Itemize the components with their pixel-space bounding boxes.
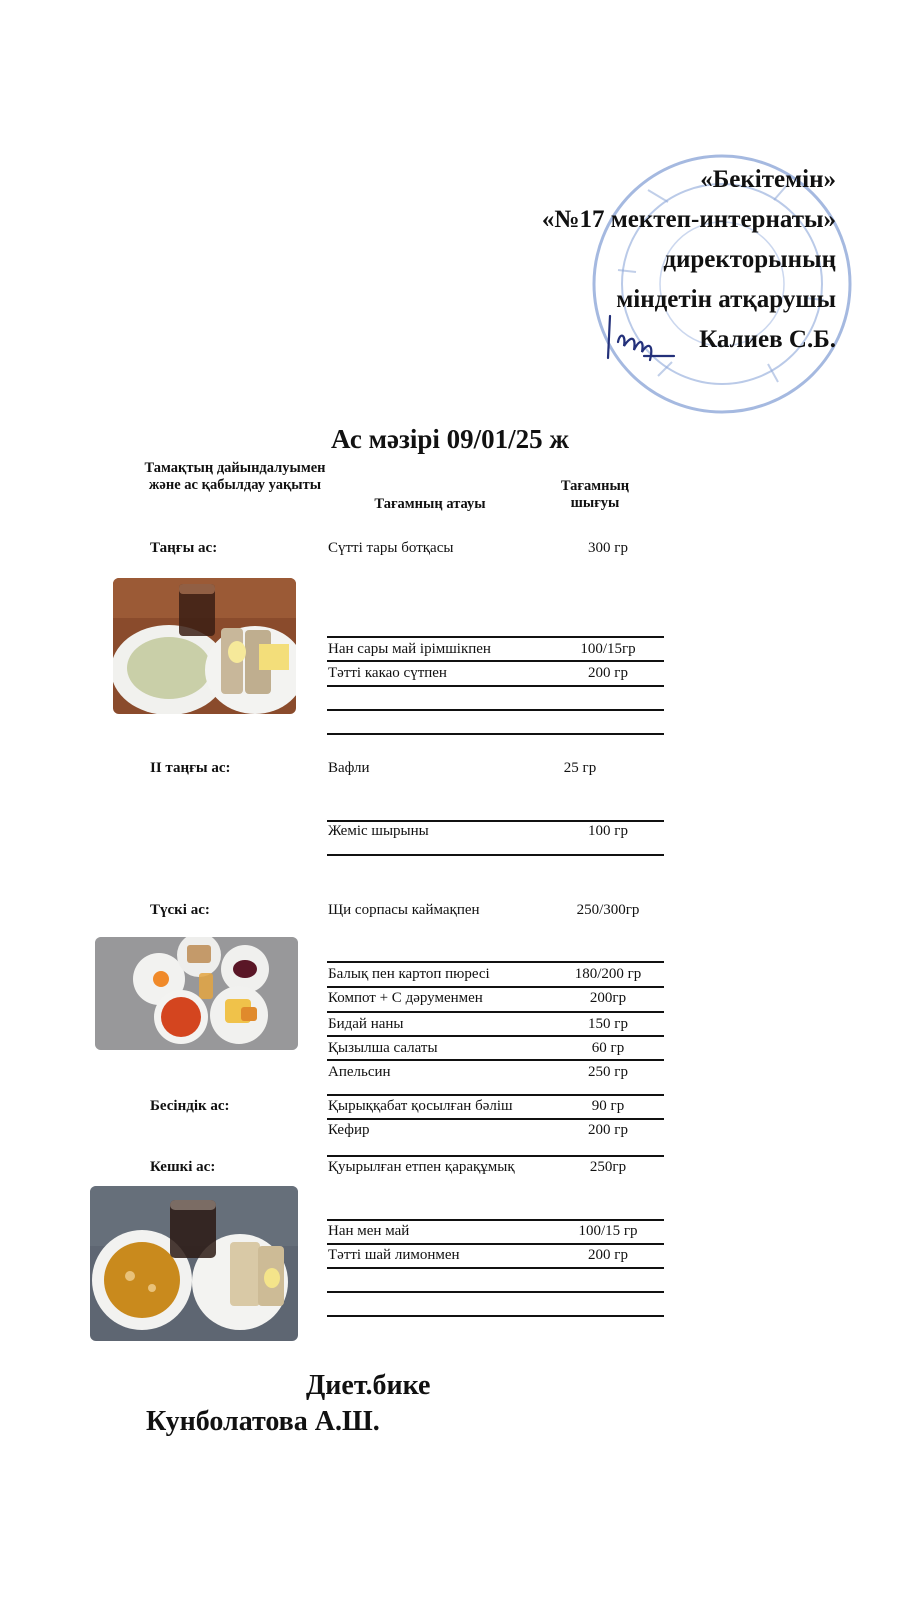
row-divider [327, 733, 664, 735]
breakfast-item-1-name: Сүтті тары ботқасы [328, 540, 454, 556]
lunch-item-2-name: Балық пен картоп пюресі [328, 966, 490, 982]
second-breakfast-item-1-amount: 25 гр [563, 760, 597, 776]
row-divider [327, 660, 664, 662]
lunch-item-6-name: Апельсин [328, 1064, 391, 1080]
dinner-item-1-amount: 250гр [589, 1159, 627, 1175]
lunch-item-5-amount: 60 гр [591, 1040, 625, 1056]
dinner-item-2-name: Нан мен май [328, 1223, 410, 1239]
row-divider [327, 1094, 664, 1096]
row-divider [327, 685, 664, 687]
row-divider [327, 1011, 664, 1013]
lunch-item-6-amount: 250 гр [588, 1064, 628, 1080]
breakfast-item-1-amount: 300 гр [588, 540, 628, 556]
lunch-item-1-name: Щи сорпасы каймақпен [328, 902, 480, 918]
breakfast-item-2-name: Нан сары май ірімшікпен [328, 641, 491, 657]
meal-label-second-breakfast: ІІ таңғы ас: [150, 760, 231, 776]
lunch-photo [95, 937, 298, 1050]
meal-label-breakfast: Таңғы ас: [150, 540, 218, 556]
lunch-item-2-amount: 180/200 гр [574, 966, 642, 982]
meal-label-dinner: Кешкі ас: [150, 1159, 216, 1175]
dinner-item-1-name: Қуырылған етпен қарақұмық [328, 1159, 515, 1175]
row-divider [327, 1315, 664, 1317]
approval-line-3: директорының [663, 246, 836, 273]
row-divider [327, 636, 664, 638]
snack-item-2-name: Кефир [328, 1122, 370, 1138]
second-breakfast-item-1-name: Вафли [328, 760, 370, 776]
row-divider [327, 1291, 664, 1293]
dinner-item-3-amount: 200 гр [588, 1247, 628, 1263]
approval-block [542, 160, 836, 360]
dinner-photo [90, 1186, 298, 1341]
approval-line-4: міндетін атқарушы [616, 286, 836, 313]
lunch-item-4-amount: 150 гр [588, 1016, 628, 1032]
breakfast-photo [113, 578, 296, 714]
meal-label-snack: Бесіндік ас: [150, 1098, 230, 1114]
lunch-item-3-amount: 200гр [589, 990, 627, 1006]
meal-label-lunch: Түскі ас: [150, 902, 210, 918]
column-header-output: Тағамның шығуы [560, 478, 630, 511]
column-header-time: Тамақтың дайындалуымен және ас қабылдау уақыты [144, 460, 326, 493]
second-breakfast-item-2-name: Жеміс шырыны [328, 823, 429, 839]
breakfast-item-3-name: Тәтті какао сүтпен [328, 665, 447, 681]
snack-item-1-name: Қырыққабат қосылған бәліш [328, 1098, 513, 1114]
approval-line-2: «№17 мектеп-интернаты» [541, 206, 836, 233]
dietitian-name: Кунболатова А.Ш. [146, 1406, 380, 1437]
dietitian-role: Диет.бике [306, 1370, 431, 1401]
row-divider [327, 1118, 664, 1120]
row-divider [327, 1243, 664, 1245]
breakfast-item-2-amount: 100/15гр [580, 641, 636, 657]
column-header-name: Тағамның атауы [374, 496, 486, 512]
row-divider [327, 961, 664, 963]
dinner-item-2-amount: 100/15 гр [578, 1223, 638, 1239]
row-divider [327, 1155, 664, 1157]
approval-line-1: «Бекітемін» [700, 166, 836, 193]
breakfast-item-3-amount: 200 гр [588, 665, 628, 681]
menu-title: Ас мәзірі 09/01/25 ж [331, 424, 569, 454]
lunch-item-4-name: Бидай наны [328, 1016, 404, 1032]
approval-line-5: Калиев С.Б. [699, 326, 836, 353]
lunch-item-3-name: Компот + С дәруменмен [328, 990, 483, 1006]
snack-item-1-amount: 90 гр [591, 1098, 625, 1114]
lunch-item-5-name: Қызылша салаты [328, 1040, 438, 1056]
dinner-item-3-name: Тәтті шай лимонмен [328, 1247, 460, 1263]
row-divider [327, 1267, 664, 1269]
row-divider [327, 1219, 664, 1221]
row-divider [327, 854, 664, 856]
lunch-item-1-amount: 250/300гр [576, 902, 640, 918]
row-divider [327, 820, 664, 822]
row-divider [327, 1035, 664, 1037]
snack-item-2-amount: 200 гр [588, 1122, 628, 1138]
row-divider [327, 986, 664, 988]
row-divider [327, 709, 664, 711]
row-divider [327, 1059, 664, 1061]
second-breakfast-item-2-amount: 100 гр [588, 823, 628, 839]
